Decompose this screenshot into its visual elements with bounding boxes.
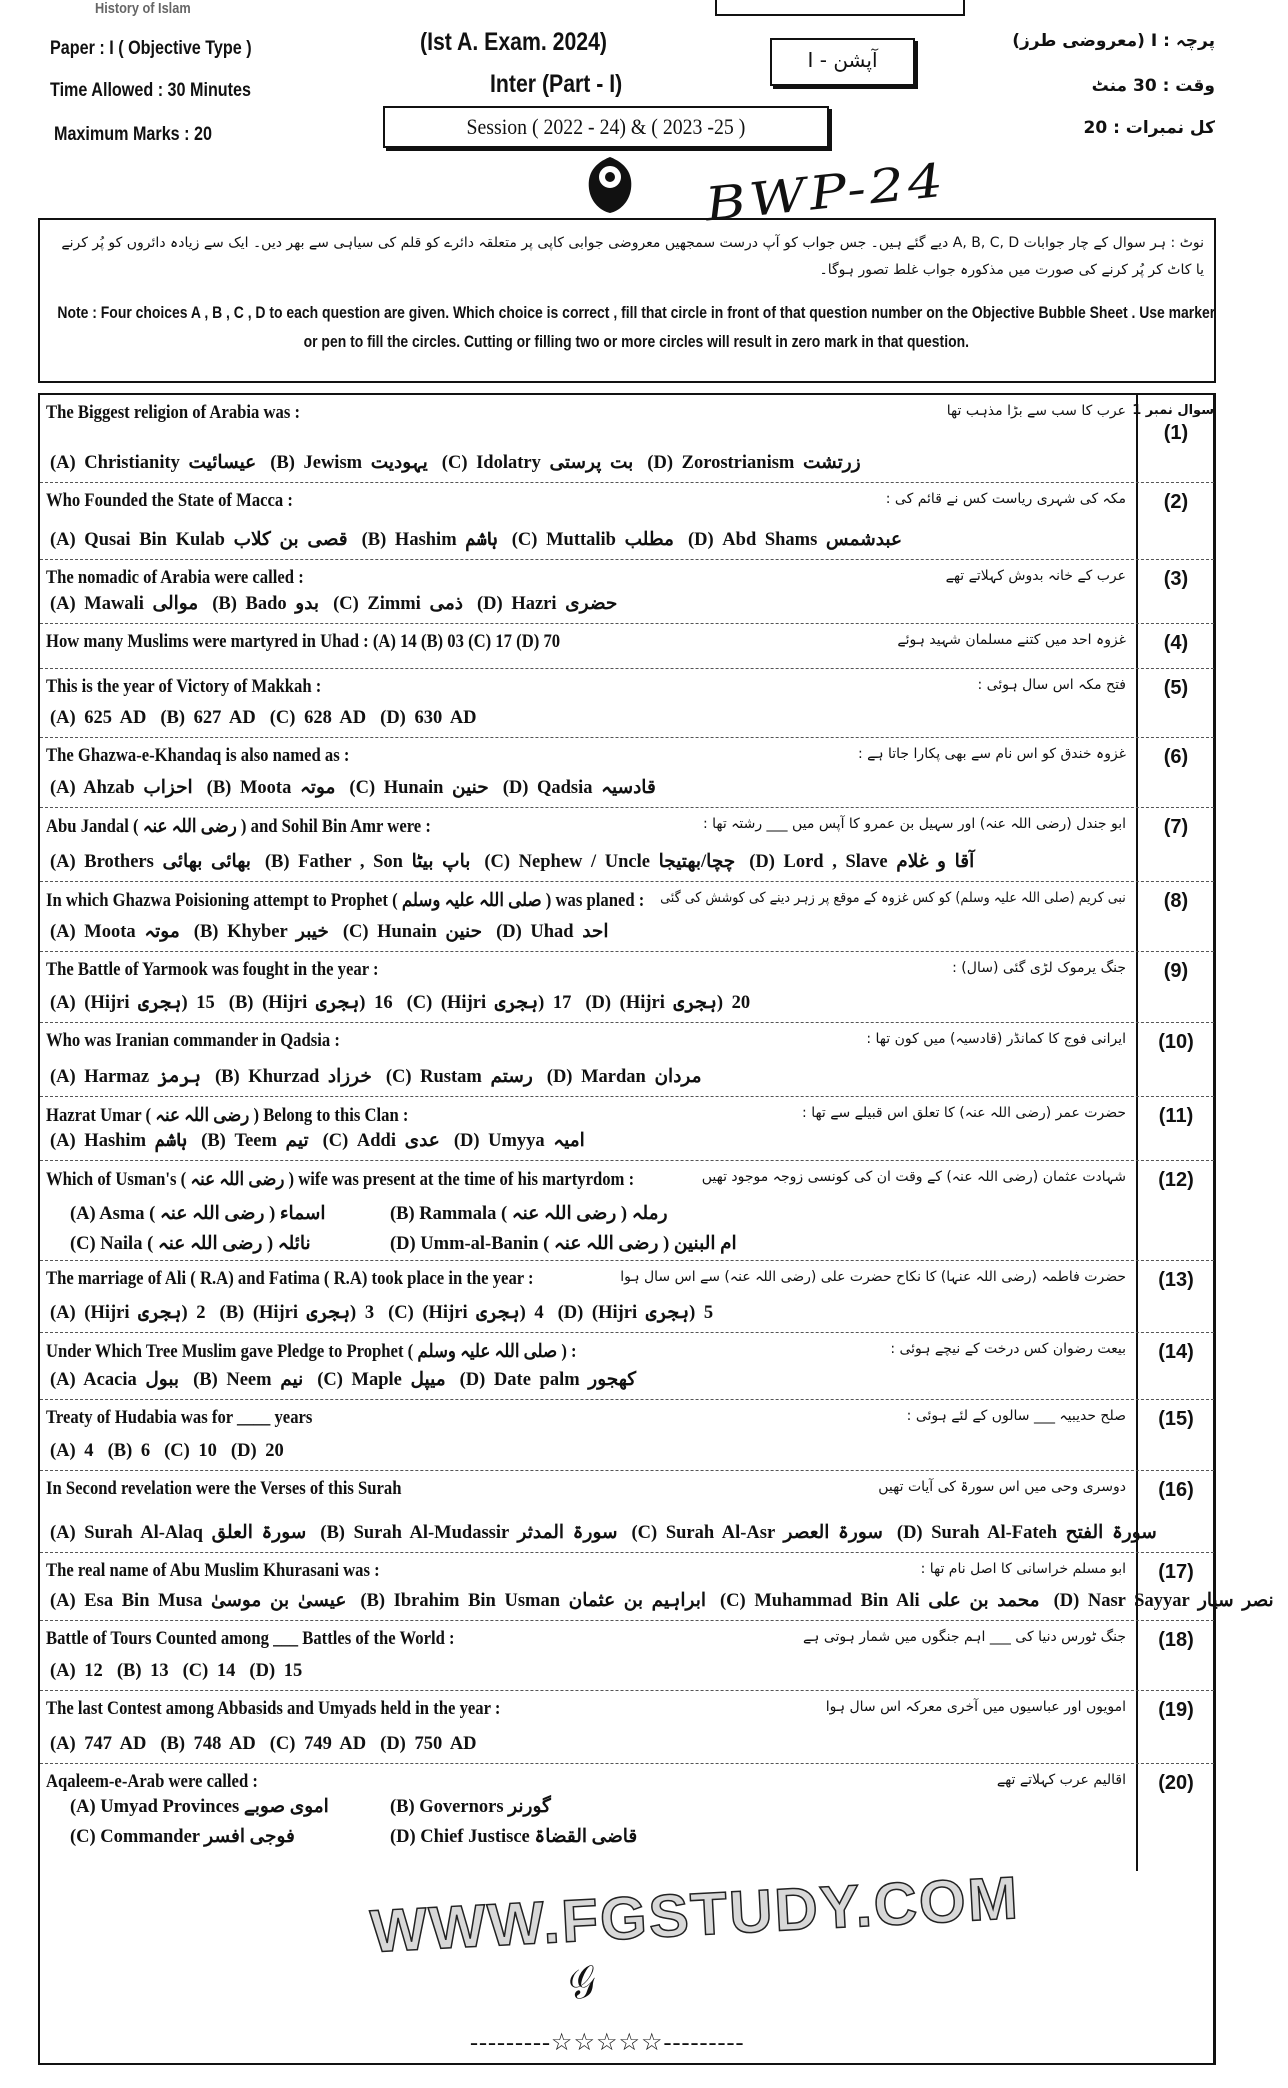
option-d: (D) Mardan مردان bbox=[546, 1067, 702, 1087]
question-number bbox=[1136, 808, 1214, 881]
top-cut-title: History of Islam bbox=[95, 0, 191, 17]
urdu-marks: کل نمبرات : 20 bbox=[1083, 118, 1215, 138]
questions-box bbox=[38, 393, 1274, 2065]
option-a: (A) Esa Bin Musa عیسیٰ بن موسیٰ bbox=[50, 1591, 347, 1611]
session-text: Session ( 2022 - 24) & ( 2023 -25 ) bbox=[466, 114, 746, 139]
question-text: In which Ghazwa Poisioning attempt to Prophet ( صلی اللہ علیہ وسلم ) was planed : bbox=[46, 891, 645, 911]
option-c: (C) Maple میپل bbox=[317, 1370, 446, 1390]
time-allowed: Time Allowed : 30 Minutes bbox=[50, 80, 252, 101]
options-line bbox=[70, 1796, 551, 1818]
option-c: (C) Addi عدی bbox=[322, 1131, 440, 1151]
class-title: Inter (Part - I) bbox=[490, 70, 623, 98]
question-number-text: (9) bbox=[1163, 960, 1189, 982]
session-box bbox=[383, 106, 829, 148]
question-row bbox=[40, 1161, 1214, 1261]
question-text-urdu: حضرت عمر (رضی اللہ عنہ) کا تعلق اس قبیلے سے تھا : bbox=[802, 1105, 1126, 1121]
option-d: (D) Date palm کھجور bbox=[459, 1370, 637, 1390]
option-b: (B) Ibrahim Bin Usman ابراہیم بن عثمان bbox=[360, 1591, 707, 1611]
options-line bbox=[50, 1441, 298, 1462]
option-b: (B) Jewism یہودیت bbox=[270, 453, 428, 473]
option-c: (C) 628 AD bbox=[269, 708, 367, 728]
option-a: (A) 747 AD bbox=[50, 1734, 147, 1754]
option-b: (B) Neem نیم bbox=[193, 1370, 304, 1390]
question-text-urdu: عرب کا سب سے بڑا مذہب تھا bbox=[946, 403, 1126, 419]
question-text-urdu: ایرانی فوج کا کمانڈر (قادسیہ) میں کون تھا : bbox=[866, 1031, 1126, 1047]
option-c: (C) 14 bbox=[182, 1661, 236, 1681]
question-text: The Biggest religion of Arabia was : bbox=[46, 403, 301, 423]
question-text: Which of Usman's ( رضی اللہ عنہ ) wife was present at the time of his martyrdom : bbox=[46, 1170, 635, 1190]
question-number bbox=[1136, 738, 1214, 807]
signature: 𝒢 bbox=[557, 1958, 601, 2012]
options-line bbox=[70, 1233, 737, 1255]
option-d: (D) 15 bbox=[249, 1661, 303, 1681]
option-c: (C) Zimmi ذمی bbox=[333, 594, 464, 614]
question-text: How many Muslims were martyred in Uhad : (A) 14 (B) 03 (C) 17 (D) 70 bbox=[46, 632, 561, 652]
option-b: (B) Governors گورنر bbox=[390, 1797, 551, 1817]
question-number bbox=[1136, 624, 1214, 668]
option-b: (B) 6 bbox=[107, 1441, 151, 1461]
option-b: (B) Rammala ( رضی اللہ عنہ ) رملہ bbox=[390, 1204, 668, 1224]
option-c: (C) Naila ( رضی اللہ عنہ ) نائلہ bbox=[70, 1234, 311, 1254]
option-b: (B) Surah Al-Mudassir سورۃ المدثر bbox=[320, 1523, 618, 1543]
question-number-text: (2) bbox=[1163, 491, 1189, 513]
option-c: (C) Surah Al-Asr سورۃ العصر bbox=[631, 1523, 883, 1543]
question-number bbox=[1136, 483, 1214, 559]
option-d: (D) Nasr Sayyar نصر سیار bbox=[1053, 1591, 1274, 1611]
options-line bbox=[50, 921, 623, 943]
question-row bbox=[40, 1023, 1214, 1097]
question-row bbox=[40, 808, 1214, 882]
maximum-marks: Maximum Marks : 20 bbox=[54, 124, 212, 145]
question-text: Under Which Tree Muslim gave Pledge to Prophet ( صلی اللہ علیہ وسلم ) : bbox=[46, 1342, 577, 1362]
option-d: (D) 630 AD bbox=[380, 708, 477, 728]
question-row bbox=[40, 395, 1214, 483]
options-line bbox=[50, 1522, 1171, 1544]
question-row bbox=[40, 1400, 1214, 1471]
option-box: آپشن - I bbox=[770, 38, 915, 86]
option-d: (D) Zorostrianism زرتشت bbox=[647, 453, 861, 473]
question-text-urdu: امویوں اور عباسیوں میں آخری معرکہ اس سال ہوا bbox=[825, 1699, 1126, 1715]
question-text-urdu: فتح مکہ اس سال ہوئی : bbox=[977, 677, 1126, 693]
option-d: (D) 750 AD bbox=[380, 1734, 477, 1754]
option-d: (D) Uhad احد bbox=[496, 922, 609, 942]
option-c: (C) Hunain حنین bbox=[342, 922, 483, 942]
options-line bbox=[50, 992, 764, 1014]
option-a: (A) Qusai Bin Kulab قصی بن کلاب bbox=[50, 530, 348, 550]
question-number bbox=[1136, 1621, 1214, 1690]
question-number-text: (7) bbox=[1163, 816, 1189, 838]
option-b: (B) 627 AD bbox=[160, 708, 256, 728]
question-number-text: (16) bbox=[1158, 1479, 1194, 1501]
options-line bbox=[70, 1826, 637, 1848]
option-b: (B) Bado بدو bbox=[212, 594, 320, 614]
options-line bbox=[50, 1130, 599, 1152]
options-line bbox=[50, 851, 988, 873]
option-c: (C) Hunain حنین bbox=[349, 778, 489, 798]
option-a: (A) (Hijri ہجری) 2 bbox=[50, 1303, 206, 1323]
question-number-text: (18) bbox=[1158, 1629, 1194, 1651]
question-number bbox=[1136, 1333, 1214, 1399]
option-b: (B) Father , Son باپ بیٹا bbox=[264, 852, 471, 872]
option-c: (C) 749 AD bbox=[269, 1734, 367, 1754]
question-number bbox=[1136, 1023, 1214, 1096]
question-number bbox=[1136, 560, 1214, 623]
option-b: (B) (Hijri ہجری) 3 bbox=[219, 1303, 375, 1323]
board-logo bbox=[585, 155, 635, 215]
question-text-urdu: عرب کے خانہ بدوش کہلاتے تھے bbox=[945, 568, 1126, 584]
options-line bbox=[70, 1203, 668, 1225]
options-line bbox=[50, 1734, 491, 1755]
option-c: (C) Nephew / Uncle چچا/بھتیجا bbox=[484, 852, 736, 872]
option-c: (C) Rustam رستم bbox=[385, 1067, 533, 1087]
question-text: Who Founded the State of Macca : bbox=[46, 491, 293, 511]
question-text: The nomadic of Arabia were called : bbox=[46, 568, 304, 588]
options-line bbox=[50, 1369, 650, 1391]
question-number-text: (5) bbox=[1163, 677, 1189, 699]
question-number bbox=[1136, 1097, 1214, 1160]
question-text-urdu: صلح حدیبیہ ___ سالوں کے لئے ہوئی : bbox=[906, 1408, 1126, 1424]
handwritten-code: BWP-24 bbox=[702, 152, 949, 232]
option-b: (B) 13 bbox=[116, 1661, 169, 1681]
option-b: (B) Khurzad خرزاد bbox=[215, 1067, 372, 1087]
question-text-urdu: اقالیم عرب کہلاتے تھے bbox=[996, 1772, 1126, 1788]
question-row bbox=[40, 1691, 1214, 1764]
question-row bbox=[40, 1097, 1214, 1161]
question-number-text: (19) bbox=[1158, 1699, 1194, 1721]
question-number-text: (12) bbox=[1158, 1169, 1194, 1191]
question-text-urdu: جنگ ٹورس دنیا کی ___ اہم جنگوں میں شمار ہوتی ہے bbox=[802, 1629, 1126, 1645]
option-d: (D) Chief Justisce قاضی القضاۃ bbox=[390, 1827, 638, 1847]
question-row bbox=[40, 952, 1214, 1023]
question-text: Battle of Tours Counted among ___ Battles of the World : bbox=[46, 1629, 455, 1649]
option-c: (C) Idolatry بت پرستی bbox=[441, 453, 634, 473]
question-text: Hazrat Umar ( رضی اللہ عنہ ) Belong to this Clan : bbox=[46, 1106, 409, 1126]
option-a: (A) 12 bbox=[50, 1661, 103, 1681]
question-text-urdu: غزوہ احد میں کتنے مسلمان شہید ہوئے bbox=[897, 632, 1126, 648]
note-urdu: نوٹ : ہر سوال کے چار جوابات A, B, C, D دیے گئے ہیں۔ جس جواب کو آپ درست سمجھیں معروضی جوابی کاپی پر متعلقہ دائرے کو قلم کی سیاہی سے بھر دیں۔ ایک سے زیادہ دائروں کو پُر کرنے یا کاٹ کر پُر کرنے کی صورت میں مذکورہ جواب غلط تصور ہوگا۔ bbox=[61, 235, 1204, 278]
question-row bbox=[40, 560, 1214, 624]
question-number-text: (6) bbox=[1163, 746, 1189, 768]
instructions-note bbox=[38, 218, 1216, 383]
option-b: (B) Moota موتہ bbox=[206, 778, 336, 798]
option-b: (B) Hashim ہاشم bbox=[361, 530, 498, 550]
question-text-urdu: دوسری وحی میں اس سورۃ کی آیات تھیں bbox=[878, 1479, 1126, 1495]
options-line bbox=[50, 529, 916, 551]
question-number bbox=[1136, 952, 1214, 1022]
question-text: Abu Jandal ( رضی اللہ عنہ ) and Sohil Bin Amr were : bbox=[46, 817, 431, 837]
option-a: (A) 4 bbox=[50, 1441, 94, 1461]
question-text: The real name of Abu Muslim Khurasani was : bbox=[46, 1561, 380, 1581]
question-number-text: (10) bbox=[1158, 1031, 1194, 1053]
options-line bbox=[50, 777, 670, 799]
question-number bbox=[1136, 1261, 1214, 1332]
question-number bbox=[1136, 1691, 1214, 1763]
question-number-text: (11) bbox=[1158, 1105, 1194, 1127]
options-line bbox=[50, 1066, 716, 1088]
urdu-time: وقت : 30 منٹ bbox=[1091, 76, 1215, 96]
option-a: (A) 625 AD bbox=[50, 708, 147, 728]
option-a: (A) Mawali موالی bbox=[50, 594, 199, 614]
note-english: Note : Four choices A , B , C , D to each question are given. Which choice is correct , fill that circle in front of that question number on the Objective Bubble Sheet . Use marker or pen to fill the circles. Cutting or filling two or more circles will result in zero mark in that question. bbox=[57, 303, 1216, 351]
option-d: (D) (Hijri ہجری) 5 bbox=[557, 1303, 714, 1323]
question-number bbox=[1136, 1161, 1214, 1260]
option-a: (A) Christianity عیسائیت bbox=[50, 453, 257, 473]
option-a: (A) Umyad Provinces اموی صوبے bbox=[70, 1797, 329, 1817]
options-line bbox=[50, 452, 875, 474]
option-b: (B) (Hijri ہجری) 16 bbox=[228, 993, 393, 1013]
question-text: The Ghazwa-e-Khandaq is also named as : bbox=[46, 746, 350, 766]
question-row bbox=[40, 1553, 1274, 1621]
question-number-text: (15) bbox=[1158, 1408, 1194, 1430]
options-line bbox=[50, 593, 631, 615]
option-a: (A) Hashim ہاشم bbox=[50, 1131, 188, 1151]
option-a: (A) Acacia ببول bbox=[50, 1370, 180, 1390]
question-row bbox=[40, 483, 1214, 560]
question-text-urdu: ابو جندل (رضی اللہ عنہ) اور سہیل بن عمرو کا آپس میں ___ رشتہ تھا : bbox=[702, 816, 1126, 832]
question-row bbox=[40, 669, 1214, 738]
question-text-urdu: جنگ یرموک لڑی گئی (سال) : bbox=[952, 960, 1126, 976]
option-a: (A) Harmaz ہرمز bbox=[50, 1067, 202, 1087]
question-number bbox=[1136, 1400, 1214, 1470]
option-c: (C) Muhammad Bin Ali محمد بن علی bbox=[720, 1591, 1040, 1611]
option-d: (D) Lord , Slave آقا و غلام bbox=[749, 852, 975, 872]
options-line bbox=[50, 1661, 316, 1682]
question-number bbox=[1132, 395, 1214, 482]
option-d: (D) Surah Al-Fateh سورۃ الفتح bbox=[896, 1523, 1157, 1543]
question-number-text: (1) bbox=[1163, 422, 1189, 444]
top-box bbox=[715, 0, 965, 16]
question-number-text: (13) bbox=[1158, 1269, 1194, 1291]
question-text: The marriage of Ali ( R.A) and Fatima ( R.A) took place in the year : bbox=[46, 1269, 534, 1289]
question-number bbox=[1136, 669, 1214, 737]
option-a: (A) Surah Al-Alaq سورۃ العلق bbox=[50, 1523, 307, 1543]
option-d: (D) Qadsia قادسیہ bbox=[502, 778, 656, 798]
question-text: This is the year of Victory of Makkah : bbox=[46, 677, 322, 697]
option-a: (A) Ahzab احزاب bbox=[50, 778, 193, 798]
question-text: In Second revelation were the Verses of this Surah bbox=[46, 1479, 402, 1499]
question-row bbox=[40, 624, 1214, 669]
options-line bbox=[50, 1302, 727, 1324]
question-text-urdu: مکہ کی شہری ریاست کس نے قائم کی : bbox=[885, 491, 1126, 507]
option-a: (A) (Hijri ہجری) 15 bbox=[50, 993, 215, 1013]
option-d: (D) Abd Shams عبدشمس bbox=[687, 530, 903, 550]
option-c: (C) Commander فوجی افسر bbox=[70, 1827, 295, 1847]
options-line bbox=[50, 1590, 1288, 1612]
question-row bbox=[40, 1261, 1214, 1333]
question-number-text: (14) bbox=[1158, 1341, 1194, 1363]
question-number bbox=[1136, 882, 1214, 951]
question-text-urdu: غزوہ خندق کو اس نام سے بھی پکارا جاتا ہے : bbox=[857, 746, 1126, 762]
question-number-text: (3) bbox=[1163, 568, 1189, 590]
question-number-text: (8) bbox=[1163, 890, 1189, 912]
urdu-paper: پرچہ : I (معروضی طرز) bbox=[1012, 31, 1215, 51]
question-text-urdu: بیعت رضوان کس درخت کے نیچے ہوئی : bbox=[890, 1341, 1126, 1357]
question-row bbox=[40, 738, 1214, 808]
section-label: سوال نمبر 1 bbox=[1132, 403, 1214, 418]
option-a: (A) Asma ( رضی اللہ عنہ ) اسماء bbox=[70, 1204, 326, 1224]
question-text: Aqaleem-e-Arab were called : bbox=[46, 1772, 258, 1792]
question-row bbox=[40, 1471, 1214, 1553]
question-number-text: (4) bbox=[1163, 632, 1189, 654]
option-b: (B) Khyber خیبر bbox=[193, 922, 329, 942]
question-number-text: (17) bbox=[1158, 1561, 1194, 1583]
question-row bbox=[40, 1621, 1214, 1691]
paper-label: Paper : I ( Objective Type ) bbox=[50, 38, 252, 59]
option-c: (C) (Hijri ہجری) 17 bbox=[406, 993, 572, 1013]
question-text: Who was Iranian commander in Qadsia : bbox=[46, 1031, 340, 1051]
option-c: (C) 10 bbox=[164, 1441, 217, 1461]
option-c: (C) (Hijri ہجری) 4 bbox=[388, 1303, 544, 1323]
options-line bbox=[50, 708, 491, 729]
option-d: (D) 20 bbox=[230, 1441, 284, 1461]
option-c: (C) Muttalib مطلب bbox=[511, 530, 674, 550]
watermark: WWW.FGSTUDY.COM bbox=[368, 1864, 1022, 1965]
option-d: (D) (Hijri ہجری) 20 bbox=[585, 993, 751, 1013]
footer-stars: ---------☆☆☆☆☆--------- bbox=[470, 2030, 745, 2056]
option-b: (B) 748 AD bbox=[160, 1734, 256, 1754]
option-a: (A) Brothers بھائی بھائی bbox=[50, 852, 251, 872]
option-d: (D) Umm-al-Banin ( رضی اللہ عنہ ) ام البنین bbox=[390, 1234, 737, 1254]
question-text-urdu: حضرت فاطمہ (رضی اللہ عنہا) کا نکاح حضرت علی (رضی اللہ عنہ) سے اس سال ہوا bbox=[620, 1269, 1126, 1285]
question-row bbox=[40, 1333, 1214, 1400]
question-text-urdu: شہادت عثمان (رضی اللہ عنہ) کے وقت ان کی کونسی زوجہ موجود تھیں bbox=[701, 1169, 1126, 1185]
question-row bbox=[40, 882, 1214, 952]
exam-title: (Ist A. Exam. 2024) bbox=[420, 28, 608, 56]
question-row bbox=[40, 1764, 1214, 1871]
question-text: The Battle of Yarmook was fought in the year : bbox=[46, 960, 379, 980]
question-text-urdu: ابو مسلم خراسانی کا اصل نام تھا : bbox=[920, 1561, 1126, 1577]
question-number bbox=[1136, 1764, 1214, 1871]
question-text-urdu: نبی کریم (صلی اللہ علیہ وسلم) کو کس غزوہ کے موقع پر زہر دینے کی کوشش کی گئی bbox=[660, 890, 1126, 906]
option-a: (A) Moota موتہ bbox=[50, 922, 180, 942]
option-d: (D) Umyya امیہ bbox=[453, 1131, 585, 1151]
question-text: The last Contest among Abbasids and Umyads held in the year : bbox=[46, 1699, 501, 1719]
option-b: (B) Teem تیم bbox=[201, 1131, 309, 1151]
question-number-text: (20) bbox=[1158, 1772, 1194, 1794]
option-d: (D) Hazri حضری bbox=[477, 594, 618, 614]
question-text: Treaty of Hudabia was for ____ years bbox=[46, 1408, 313, 1428]
